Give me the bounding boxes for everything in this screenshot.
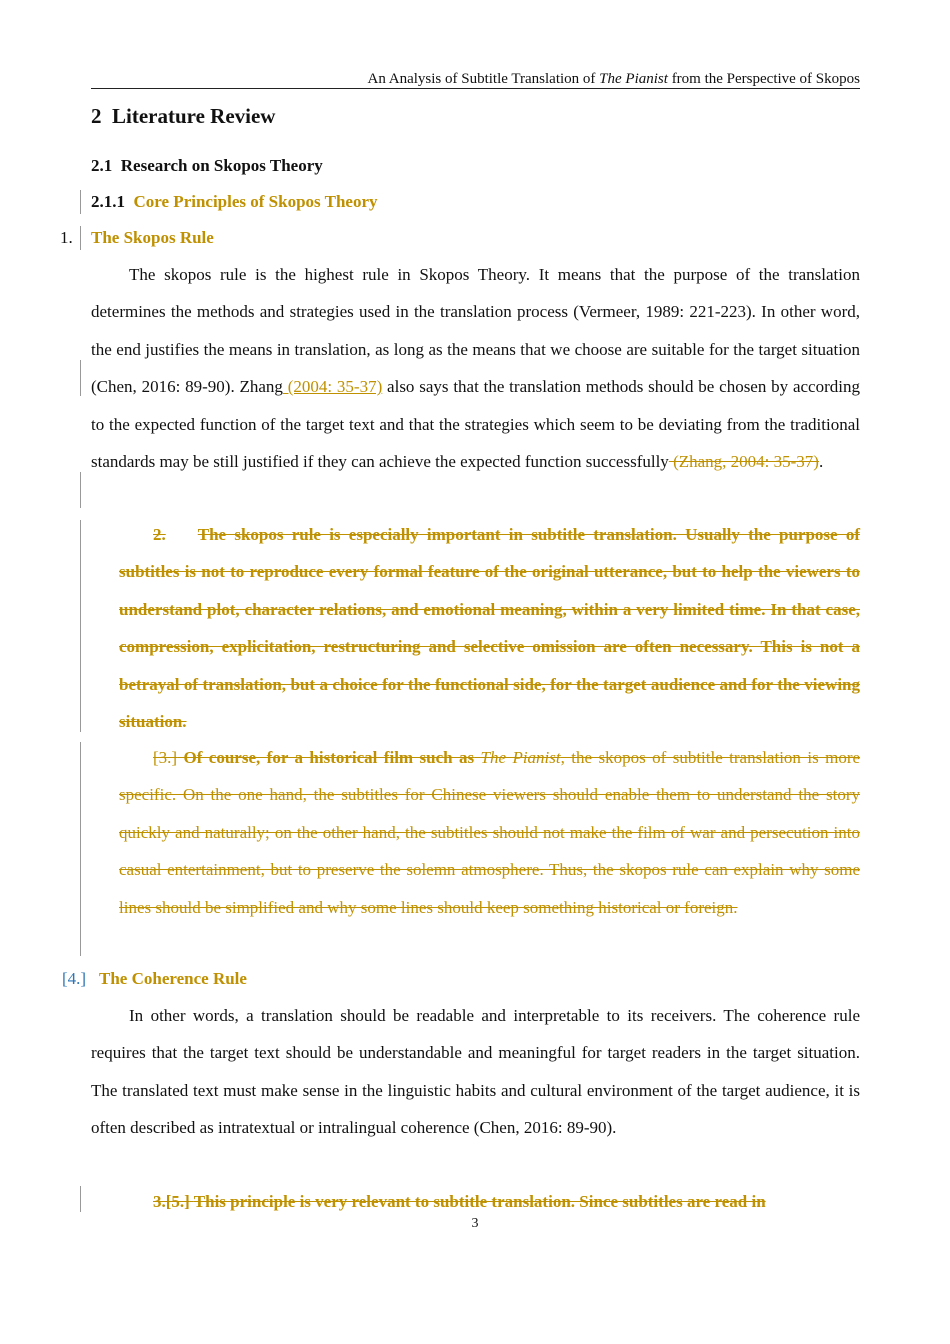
coherence-rule-paragraph: In other words, a translation should be readable and interpretable to its receivers. The coherence rule requires that the target text should be understandable and meaningful for target readers in the target situation. The translated text must make sense in the linguistic habits and cultural environment of the target audience, it is often described as intratextual or intralingual coherence (Chen, 2016: 89-90).	[91, 1006, 860, 1138]
list-number-skopos-rule: 1.	[60, 228, 73, 247]
deleted-paragraph-subtitle-importance: 2. The skopos rule is especially important in subtitle translation. Usually the purpose of subtitles is not to reproduce every formal feature of the original utterance, but to help the viewers to understand plot, character relations, and emotional meaning, within a very limited time. In that case, compression, explicitation, restructuring and selective omission are often necessary. This is not a betrayal of translation, but a choice for the functional side, for the target audience and for the viewing situation.	[119, 525, 860, 732]
change-bar	[80, 1186, 81, 1212]
running-header: An Analysis of Subtitle Translation of The Pianist from the Perspective of Skopos	[91, 70, 860, 89]
change-bar	[80, 742, 81, 956]
change-bar	[80, 226, 81, 250]
skopos-rule-paragraph: The skopos rule is the highest rule in Skopos Theory. It means that the purpose of the translation determines the methods and strategies used in the translation process (Vermeer, 1989: 221-223). In other word, the end justifies the means in translation, as long as the means that we choose are suitable for the target situation (Chen, 2016: 89-90). Zhang (2004: 35-37) also says that the translation methods should be chosen by according to the expected function of the target text and that the strategies which seem to be deviating from the traditional standards may be still justified if they can achieve the expected function successfully (Zhang, 2004: 35-37).	[91, 265, 860, 472]
subsection-heading: 2.1.1 Core Principles of Skopos Theory	[91, 192, 378, 211]
page-number: 3	[471, 1216, 479, 1231]
change-bar	[80, 472, 81, 508]
header-film-title: The Pianist	[599, 71, 668, 87]
deleted-paragraph-coherence-subtitles: 3.[5.] This principle is very relevant to subtitle translation. Since subtitles are read in	[153, 1192, 766, 1211]
chapter-heading: 2 Literature Review	[91, 104, 276, 128]
coherence-rule-heading: The Coherence Rule	[99, 969, 247, 988]
inserted-citation: (2004: 35-37)	[282, 377, 383, 397]
change-bar	[80, 520, 81, 732]
change-bar	[80, 190, 81, 214]
skopos-rule-heading: The Skopos Rule	[91, 228, 214, 247]
deleted-paragraph-historical-film: [3.] Of course, for a historical film such as The Pianist, the skopos of subtitle translation is more specific. On the one hand, the subtitles for Chinese viewers should enable them to understand the story quickly and naturally; on the other hand, the subtitles should not make the film of war and persecution into casual entertainment, but to preserve the solemn atmosphere. Thus, the skopos rule can explain why some lines should be simplified and why some lines should keep something historical or foreign.	[119, 748, 861, 917]
list-number-coherence-rule: [4.]	[62, 969, 87, 988]
section-heading: 2.1 Research on Skopos Theory	[91, 156, 323, 175]
deleted-citation: (Zhang, 2004: 35-37)	[668, 452, 819, 472]
change-bar	[80, 360, 81, 396]
